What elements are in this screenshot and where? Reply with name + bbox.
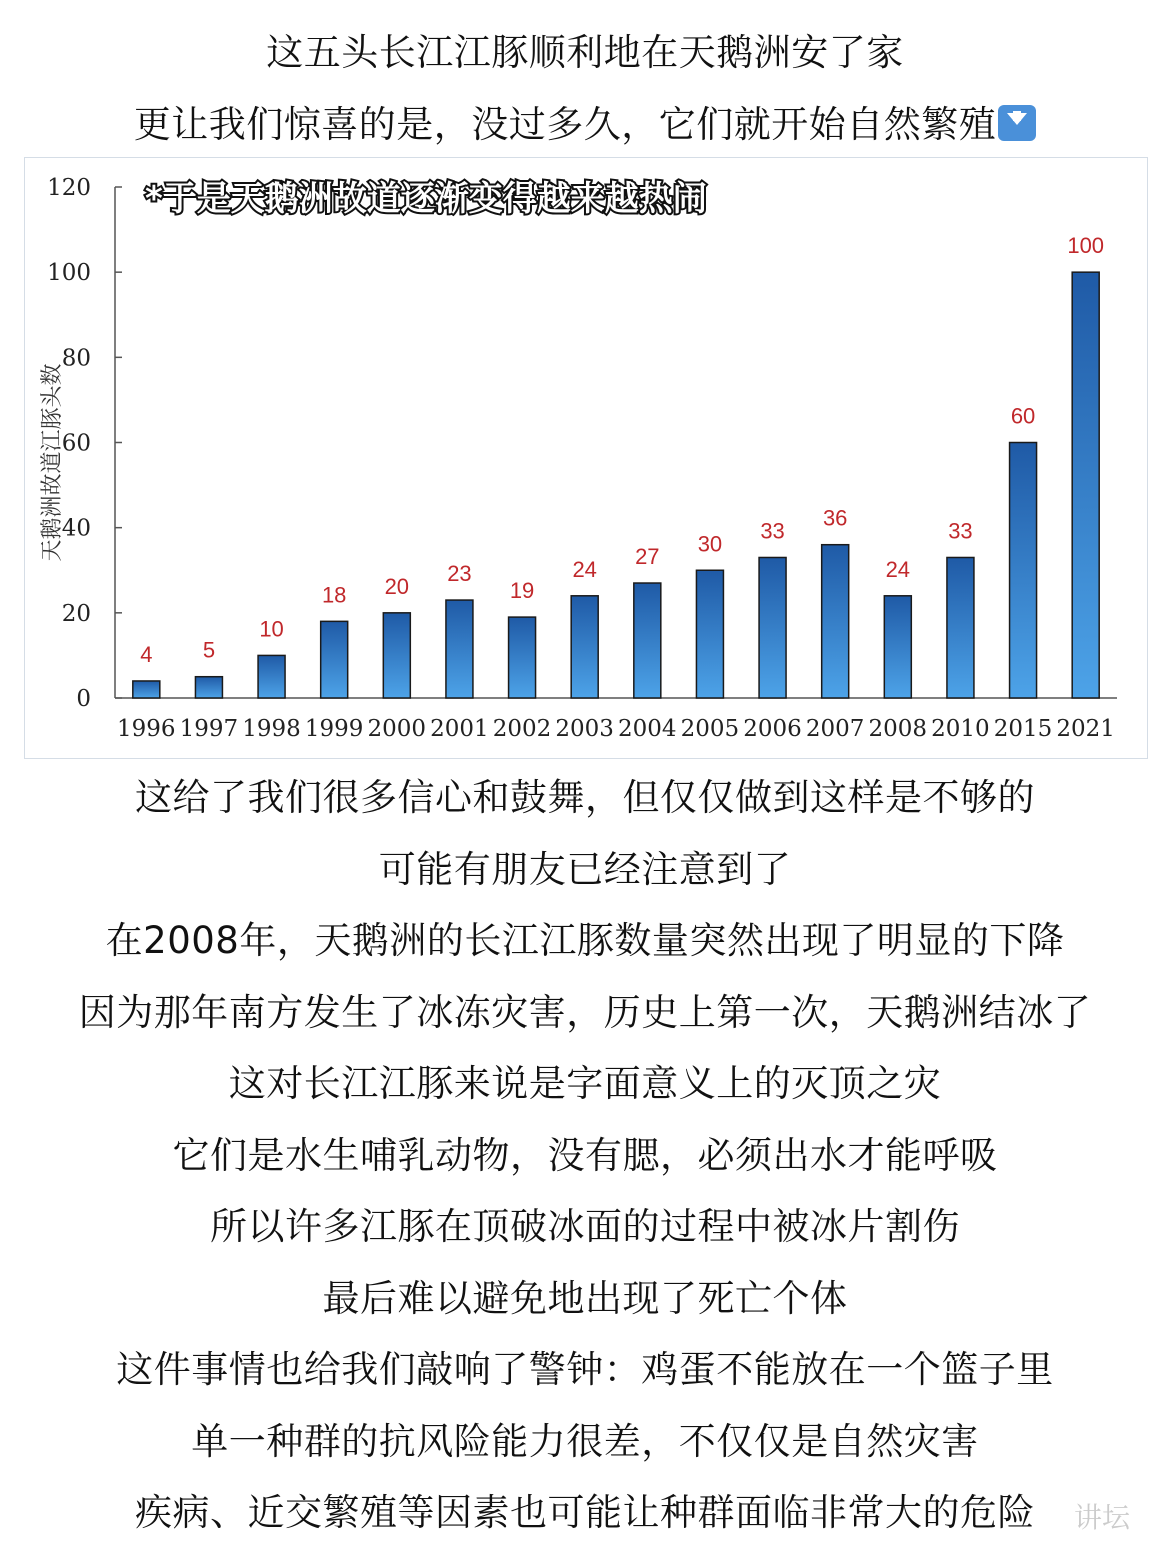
bar-value-label: 60: [1010, 403, 1036, 429]
bar-value-label: 33: [760, 518, 785, 544]
body-line: 所以许多江豚在顶破冰面的过程中被冰片割伤: [210, 1205, 960, 1248]
x-tick-label: 2003: [555, 716, 614, 742]
bar-2000: [383, 613, 410, 698]
bar-2015: [1010, 443, 1037, 699]
bar-2002: [509, 617, 536, 698]
body-line: 它们是水生哺乳动物，没有腮，必须出水才能呼吸: [172, 1133, 998, 1177]
bar-value-label: 30: [697, 531, 723, 557]
x-tick-label: 2002: [492, 716, 552, 742]
bar-2006: [759, 557, 786, 698]
header-line-1: 这五头长江江豚顺利地在天鹅洲安了家: [266, 31, 904, 74]
bar-value-label: 36: [822, 505, 848, 531]
x-tick-label: 2007: [805, 716, 865, 742]
x-tick-label: 2001: [430, 716, 489, 742]
bar-value-label: 27: [635, 544, 660, 570]
body-line: 疾病、近交繁殖等因素也可能让种群面临非常大的危险: [135, 1491, 1035, 1534]
chart-svg: [25, 158, 1147, 758]
x-tick-label: 2005: [680, 716, 740, 742]
x-tick-label: 2004: [618, 716, 677, 742]
bar-value-label: 4: [140, 641, 153, 667]
body-line: 这给了我们很多信心和鼓舞，但仅仅做到这样是不够的: [135, 776, 1035, 819]
bar-1998: [258, 655, 285, 698]
bar-value-label: 19: [509, 578, 535, 604]
chart-annotation: *于是天鹅洲故道逐渐变得越来越热闹: [145, 179, 707, 219]
bar-value-label: 33: [948, 518, 973, 544]
bar-value-label: 24: [885, 556, 911, 582]
x-tick-label: 1996: [117, 716, 176, 742]
y-tick-label: 120: [47, 175, 91, 201]
bar-value-label: 23: [447, 561, 472, 587]
y-tick-label: 0: [76, 686, 91, 712]
body-line: 这对长江江豚来说是字面意义上的灭顶之灾: [228, 1062, 942, 1105]
bar-2005: [696, 570, 723, 698]
bar-1996: [133, 681, 160, 698]
bar-value-label: 24: [572, 556, 597, 582]
x-tick-label: 2021: [1056, 716, 1115, 742]
bar-2008: [884, 596, 911, 698]
body-line: 这件事情也给我们敲响了警钟：鸡蛋不能放在一个篮子里: [116, 1348, 1054, 1391]
body-line: 单一种群的抗风险能力很差，不仅仅是自然灾害: [191, 1419, 979, 1463]
bar-chart: [24, 157, 1148, 759]
bar-value-label: 5: [202, 637, 216, 663]
y-tick-label: 20: [61, 600, 91, 627]
header-line-2: [0, 100, 1170, 150]
y-tick-label: 60: [61, 430, 91, 457]
bar-value-label: 20: [384, 573, 410, 599]
x-tick-label: 2015: [993, 716, 1053, 742]
bar-1999: [321, 621, 348, 698]
x-tick-label: 2008: [868, 716, 928, 742]
x-tick-label: 2006: [743, 716, 802, 742]
bar-2001: [446, 600, 473, 698]
bar-2003: [571, 596, 598, 698]
body-line: 因为那年南方发生了冰冻灾害，历史上第一次，天鹅洲结冰了: [78, 990, 1092, 1034]
down-arrow-emoji-icon: [998, 105, 1036, 141]
x-tick-label: 2000: [367, 716, 427, 742]
y-tick-label: 80: [61, 345, 91, 372]
x-tick-label: 1997: [179, 716, 239, 742]
y-axis-title: 天鹅洲故道江豚头数: [40, 363, 65, 562]
watermark: 讲坛: [1073, 1501, 1130, 1534]
bar-1997: [195, 677, 222, 698]
x-tick-label: 2010: [931, 716, 990, 742]
bar-2010: [947, 557, 974, 698]
body-line: 最后难以避免地出现了死亡个体: [322, 1276, 848, 1320]
bar-2021: [1072, 272, 1099, 698]
bar-value-label: 18: [321, 582, 347, 608]
bar-2004: [634, 583, 661, 698]
bar-value-label: 10: [259, 616, 284, 642]
body-line: 在2008年，天鹅洲的长江江豚数量突然出现了明显的下降: [105, 919, 1065, 962]
bar-value-label: 100: [1067, 233, 1105, 259]
bar-2007: [822, 545, 849, 698]
y-tick-label: 40: [61, 515, 91, 542]
header-line-2-text: 更让我们惊喜的是，没过多久，它们就开始自然繁殖: [133, 103, 997, 146]
x-tick-label: 1999: [304, 716, 364, 742]
y-tick-label: 100: [47, 260, 91, 287]
body-line: 可能有朋友已经注意到了: [378, 847, 792, 891]
x-tick-label: 1998: [242, 716, 301, 742]
